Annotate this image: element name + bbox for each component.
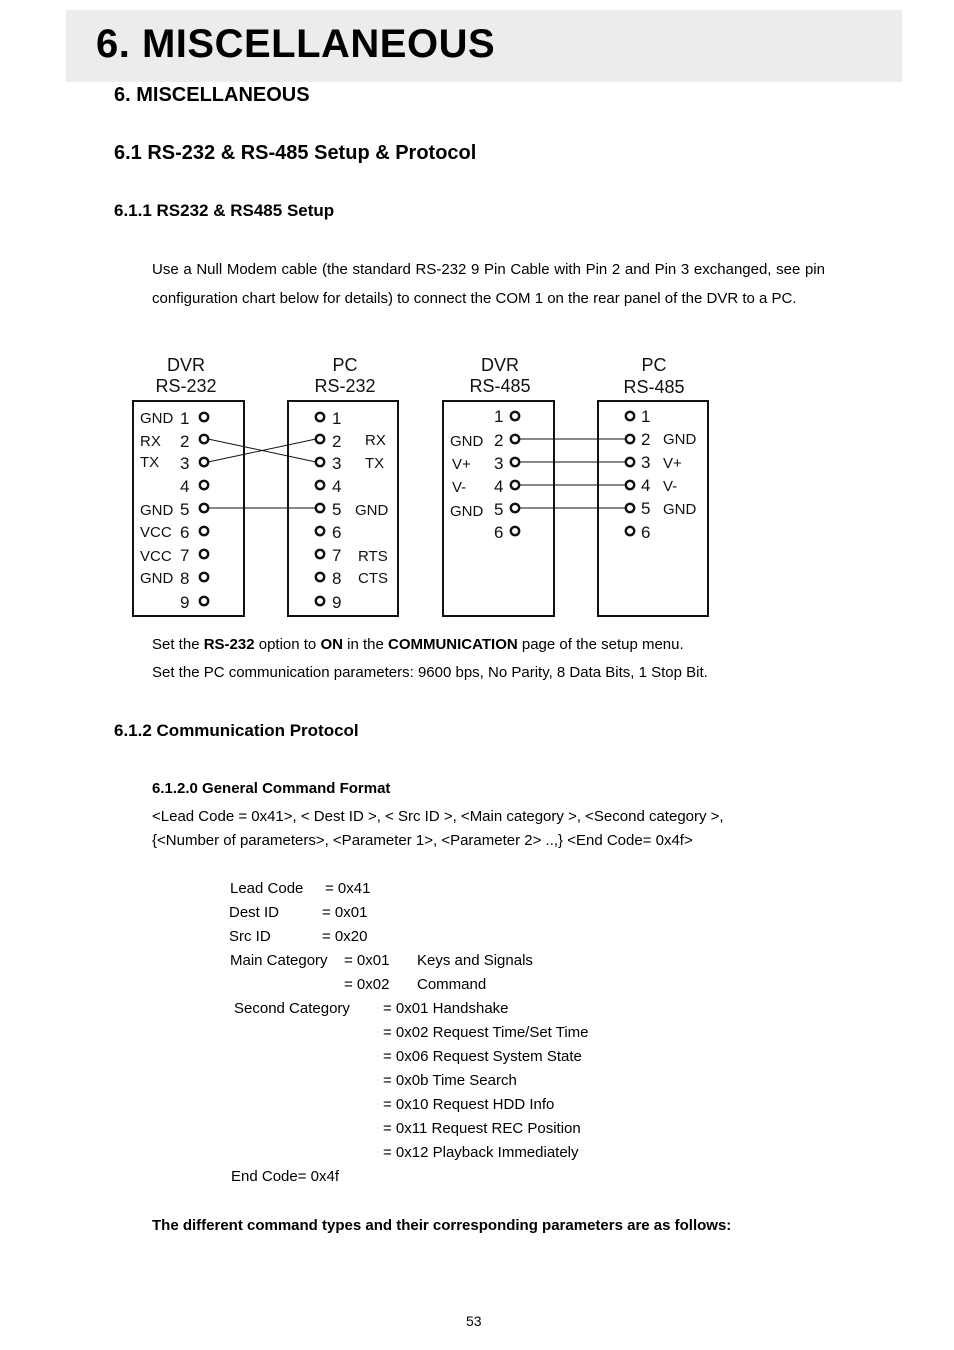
dvr485-pin-3: 3 — [494, 454, 504, 473]
pc232-pin-8: 8 — [332, 569, 342, 588]
setup-heading: 6.1.1 RS232 & RS485 Setup — [114, 201, 335, 220]
dest-id-value: = 0x01 — [322, 904, 368, 921]
pc232-pin-5: 5 — [332, 500, 342, 519]
dvr232-pin-7: 7 — [180, 546, 190, 565]
main-category-desc-2: Command — [417, 976, 487, 993]
pc232-pin-2: 2 — [332, 432, 342, 451]
format-heading: 6.1.2.0 General Command Format — [152, 780, 391, 797]
end-code: End Code= 0x4f — [231, 1168, 339, 1185]
setup-line1-part1: Set the — [152, 636, 204, 653]
subsection-title: 6.1 RS-232 & RS-485 Setup & Protocol — [114, 142, 477, 164]
pc232-pin-3: 3 — [332, 454, 342, 473]
dest-id-label: Dest ID — [229, 904, 280, 921]
setup-line1-part3: in the — [342, 636, 388, 653]
pc232-pin-7: 7 — [332, 546, 342, 565]
dvr232-pin-4: 4 — [180, 477, 190, 496]
dvr232-pins — [140, 409, 208, 612]
dvr232-label-3: TX — [140, 454, 160, 471]
second-category-row-6: = 0x11 Request REC Position — [383, 1120, 581, 1137]
src-id-label: Src ID — [229, 928, 271, 945]
setup-line1-part4: page of the setup menu. — [517, 636, 684, 653]
dvr232-label-6: VCC — [140, 524, 172, 541]
pc485-pin-4: 4 — [641, 476, 651, 495]
dvr485-pin-5: 5 — [494, 500, 504, 519]
format-line-2: {<Number of parameters>, <Parameter 1>, <Parameter 2> ..,} <End Code= 0x4f> — [152, 832, 693, 849]
format-line-1: <Lead Code = 0x41>, < Dest ID >, < Src ID >, <Main category >, <Second category >, — [152, 808, 724, 825]
pc232-pins — [316, 409, 389, 612]
lead-code-label: Lead Code — [230, 880, 304, 897]
pc485-header-line2: RS-485 — [623, 377, 685, 397]
pin-configuration-diagram — [130, 352, 720, 624]
pc232-header-line1: PC — [332, 355, 358, 375]
pc485-header-line1: PC — [641, 355, 667, 375]
section-title: 6. MISCELLANEOUS — [114, 84, 310, 106]
dvr232-label-5: GND — [140, 502, 174, 519]
setup-line1-part2: option to — [254, 636, 321, 653]
dvr232-label-8: GND — [140, 570, 174, 587]
second-category-row-5: = 0x10 Request HDD Info — [383, 1096, 555, 1113]
dvr485-header-line2: RS-485 — [469, 376, 531, 396]
main-category-label: Main Category — [230, 952, 328, 969]
main-category-desc-1: Keys and Signals — [417, 952, 533, 969]
page-number: 53 — [466, 1313, 482, 1329]
pc485-label-5: GND — [663, 501, 697, 518]
dvr232-pin-5: 5 — [180, 500, 190, 519]
pc485-label-4: V- — [663, 478, 678, 495]
chapter-banner — [66, 10, 902, 82]
main-category-value-1: = 0x01 — [344, 952, 390, 969]
dvr232-label-1: GND — [140, 410, 174, 427]
dvr232-label-2: RX — [140, 433, 161, 450]
dvr485-pin-4: 4 — [494, 477, 504, 496]
dvr232-pin-6: 6 — [180, 523, 190, 542]
main-category-value-2: = 0x02 — [344, 976, 390, 993]
pc232-label-2: RX — [365, 432, 386, 449]
pc232-pin-4: 4 — [332, 477, 342, 496]
chapter-title: 6. MISCELLANEOUS — [96, 22, 496, 66]
dvr232-header-line1: DVR — [166, 355, 206, 375]
dvr485-pin-6: 6 — [494, 523, 504, 542]
dvr232-header-line2: RS-232 — [155, 376, 217, 396]
second-category-row-2: = 0x02 Request Time/Set Time — [383, 1024, 589, 1041]
pc232-label-7: RTS — [358, 548, 388, 565]
pc485-pin-2: 2 — [641, 430, 651, 449]
dvr485-pin-1: 1 — [494, 407, 504, 426]
pc232-label-5: GND — [355, 502, 389, 519]
dvr485-label-4: V- — [452, 479, 467, 496]
dvr232-pin-3: 3 — [180, 454, 190, 473]
pc232-label-3: TX — [365, 455, 385, 472]
dvr485-label-2: GND — [450, 433, 484, 450]
pc485-pins — [626, 407, 697, 542]
src-id-value: = 0x20 — [322, 928, 368, 945]
dvr232-label-7: VCC — [140, 548, 172, 565]
second-category-row-7: = 0x12 Playback Immediately — [383, 1144, 579, 1161]
pc232-pin-6: 6 — [332, 523, 342, 542]
setup-line1-rs232: RS-232 — [203, 636, 255, 653]
pc485-pin-3: 3 — [641, 453, 651, 472]
dvr232-pin-2: 2 — [180, 432, 190, 451]
setup-instruction-rs232 — [152, 636, 684, 653]
lead-code-value: = 0x41 — [325, 880, 371, 897]
dvr485-label-5: GND — [450, 503, 484, 520]
protocol-heading: 6.1.2 Communication Protocol — [114, 721, 359, 740]
dvr232-pin-9: 9 — [180, 593, 190, 612]
second-category-row-1: = 0x01 Handshake — [383, 1000, 509, 1017]
dvr232-pin-8: 8 — [180, 569, 190, 588]
pc232-header-line2: RS-232 — [314, 376, 376, 396]
dvr485-header-line1: DVR — [480, 355, 520, 375]
dvr485-pins — [450, 407, 519, 542]
setup-line1-communication: COMMUNICATION — [387, 636, 518, 653]
dvr485-label-3: V+ — [452, 456, 471, 473]
pc232-pin-1: 1 — [332, 409, 342, 428]
setup-paragraph: Use a Null Modem cable (the standard RS-232 9 Pin Cable with Pin 2 and Pin 3 exchanged, see pin configuration chart below for details) to connect the COM 1 on the rear panel of the DVR to a PC. — [152, 261, 825, 307]
setup-instruction-parameters: Set the PC communication parameters: 9600 bps, No Parity, 8 Data Bits, 1 Stop Bit. — [152, 664, 708, 681]
pc485-pin-6: 6 — [641, 523, 651, 542]
dvr485-pin-2: 2 — [494, 431, 504, 450]
second-category-row-4: = 0x0b Time Search — [383, 1072, 517, 1089]
dvr232-pin-1: 1 — [180, 409, 190, 428]
pc485-pin-1: 1 — [641, 407, 651, 426]
second-category-label: Second Category — [234, 1000, 350, 1017]
pc485-pin-5: 5 — [641, 499, 651, 518]
pc485-label-3: V+ — [663, 455, 682, 472]
pc232-pin-9: 9 — [332, 593, 342, 612]
second-category-row-3: = 0x06 Request System State — [383, 1048, 582, 1065]
setup-line1-on: ON — [320, 636, 343, 653]
closing-note: The different command types and their corresponding parameters are as follows: — [152, 1217, 732, 1234]
pc485-label-2: GND — [663, 431, 697, 448]
pc232-label-8: CTS — [358, 570, 388, 587]
